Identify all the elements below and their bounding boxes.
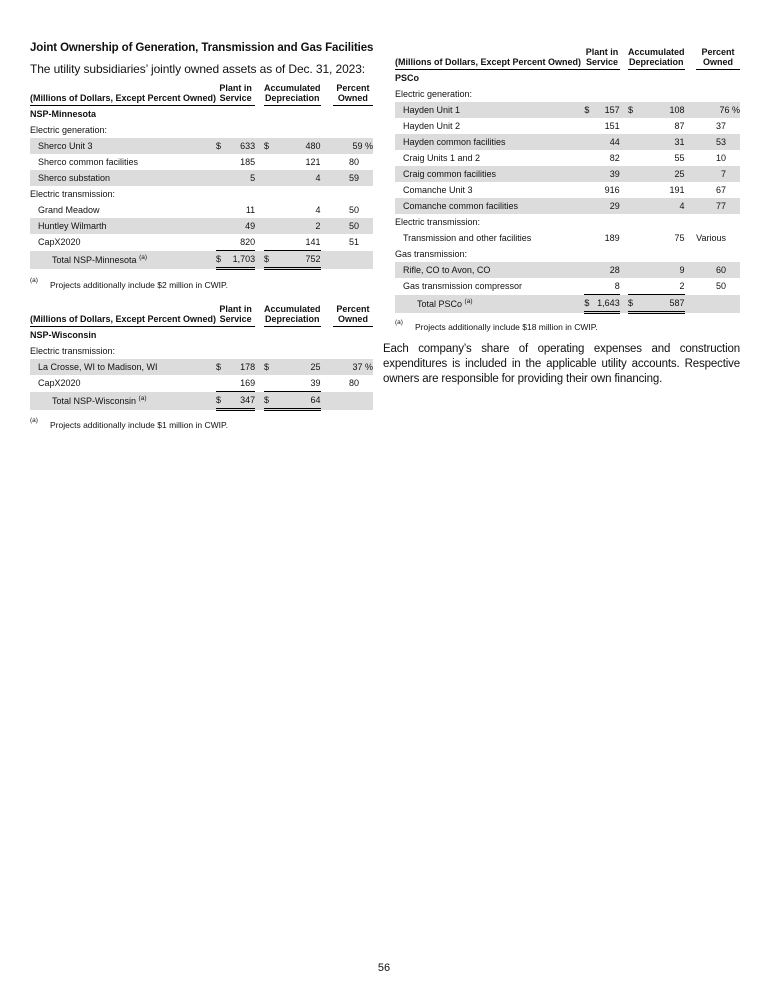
currency-symbol: $ bbox=[264, 138, 277, 154]
footnote-text: Projects additionally include $2 million in CWIP. bbox=[50, 280, 228, 290]
plant-in-service: 29 bbox=[596, 198, 620, 214]
total-plant-in-service: 347 bbox=[230, 392, 256, 410]
percent-owned: 51 bbox=[348, 237, 359, 248]
facility-name: Hayden Unit 2 bbox=[403, 121, 461, 131]
percent-owned: 77 bbox=[696, 198, 740, 214]
accumulated-depreciation: 75 bbox=[674, 233, 685, 243]
percent-owned: 80 bbox=[348, 157, 359, 167]
intro-text: The utility subsidiaries’ jointly owned assets as of Dec. 31, 2023: bbox=[30, 62, 366, 76]
table-row bbox=[30, 375, 373, 392]
facility-name: Sherco common facilities bbox=[38, 157, 139, 167]
facility-name: Sherco substation bbox=[30, 170, 216, 186]
percent-owned: 50 bbox=[333, 218, 373, 234]
table-row bbox=[30, 202, 373, 218]
percent-owned: 7 bbox=[696, 166, 740, 182]
facility-name: Comanche Unit 3 bbox=[403, 185, 473, 195]
table-row bbox=[395, 182, 740, 198]
total-label: Total PSCo $^{(a)}$ bbox=[395, 295, 584, 313]
category-label: Electric transmission: bbox=[395, 217, 481, 227]
category-label: Electric generation: bbox=[30, 125, 108, 135]
facility-name: Transmission and other facilities bbox=[403, 233, 532, 243]
total-plant-in-service: 1,643 bbox=[596, 295, 620, 313]
nsp-wisconsin-table bbox=[30, 305, 373, 411]
plant-in-service: 916 bbox=[604, 185, 620, 195]
percent-owned: 59 % bbox=[333, 138, 373, 154]
percent-owned: 67 bbox=[715, 185, 726, 195]
category-label: Electric generation: bbox=[395, 89, 473, 99]
currency-symbol: $ bbox=[216, 359, 230, 375]
percent-owned: 76 % bbox=[696, 102, 740, 118]
category-row bbox=[30, 186, 373, 202]
page-number: 56 bbox=[377, 962, 391, 974]
percent-owned: 59 bbox=[333, 170, 373, 186]
accumulated-depreciation: 25 bbox=[277, 359, 321, 375]
total-accumulated-depreciation: 752 bbox=[277, 251, 321, 269]
table-row bbox=[30, 359, 373, 375]
accumulated-depreciation: 2 bbox=[277, 218, 321, 234]
accumulated-depreciation: 4 bbox=[277, 170, 321, 186]
category-label: Electric transmission: bbox=[30, 189, 116, 199]
accumulated-depreciation: 480 bbox=[277, 138, 321, 154]
category-label: Gas transmission: bbox=[395, 249, 468, 259]
currency-symbol: $ bbox=[264, 359, 277, 375]
accumulated-depreciation: 4 bbox=[315, 205, 321, 215]
section-title: Joint Ownership of Generation, Transmission and Gas Facilities bbox=[30, 42, 374, 54]
accumulated-depreciation: 4 bbox=[640, 198, 684, 214]
total-row bbox=[30, 392, 373, 410]
plant-in-service: 185 bbox=[240, 157, 256, 167]
depreciation-header: Accumulated Depreciation bbox=[264, 84, 321, 106]
accumulated-depreciation: 108 bbox=[640, 102, 684, 118]
percent-owned: 50 bbox=[348, 205, 359, 215]
table-row bbox=[30, 218, 373, 234]
percent-owned: 37 % bbox=[333, 359, 373, 375]
currency-symbol: $ bbox=[584, 102, 596, 118]
footnote-marker: (a) bbox=[30, 417, 38, 424]
footnote-text: Projects additionally include $18 million in CWIP. bbox=[415, 322, 598, 332]
category-label: Electric transmission: bbox=[30, 346, 116, 356]
plant-in-service: 633 bbox=[229, 138, 255, 154]
table-row bbox=[395, 134, 740, 150]
plant-in-service: 8 bbox=[614, 281, 620, 291]
facility-name: CapX2020 bbox=[38, 237, 81, 248]
percent-header: Percent Owned bbox=[333, 305, 373, 327]
percent-owned: Various bbox=[696, 233, 726, 243]
company-row bbox=[395, 70, 740, 87]
psco-table bbox=[395, 48, 740, 314]
accumulated-depreciation: 31 bbox=[640, 134, 684, 150]
company-name: NSP-Wisconsin bbox=[30, 330, 97, 340]
depreciation-header: Accumulated Depreciation bbox=[628, 48, 685, 70]
table-row bbox=[395, 118, 740, 134]
table-row bbox=[395, 262, 740, 278]
plant-in-service: 39 bbox=[596, 166, 620, 182]
percent-owned: 80 bbox=[348, 378, 359, 389]
plant-in-service: 44 bbox=[596, 134, 620, 150]
accumulated-depreciation: 55 bbox=[674, 153, 685, 163]
accumulated-depreciation: 25 bbox=[640, 166, 684, 182]
total-row bbox=[30, 251, 373, 269]
plant-in-service: 82 bbox=[609, 153, 620, 163]
percent-owned: 10 bbox=[715, 153, 726, 163]
total-label: Total NSP-Minnesota $^{(a)}$ bbox=[30, 251, 216, 269]
facility-name: La Crosse, WI to Madison, WI bbox=[30, 359, 216, 375]
accumulated-depreciation: 141 bbox=[305, 237, 321, 247]
plant-in-service: 169 bbox=[240, 378, 256, 388]
footnote-text: Projects additionally include $1 million in CWIP. bbox=[50, 420, 228, 430]
plant-in-service: 28 bbox=[596, 262, 620, 278]
accumulated-depreciation: 39 bbox=[310, 378, 321, 388]
facility-name: Hayden common facilities bbox=[395, 134, 584, 150]
nsp-minnesota-table bbox=[30, 84, 373, 270]
category-row bbox=[395, 246, 740, 262]
facility-name: Sherco Unit 3 bbox=[30, 138, 216, 154]
currency-symbol: $ bbox=[628, 102, 640, 118]
accumulated-depreciation: 121 bbox=[305, 157, 321, 167]
plant-in-service: 49 bbox=[229, 218, 255, 234]
table-row bbox=[30, 170, 373, 186]
percent-owned: 60 bbox=[696, 262, 740, 278]
percent-header: Percent Owned bbox=[696, 48, 740, 70]
depreciation-header: Accumulated Depreciation bbox=[264, 305, 321, 327]
total-accumulated-depreciation: 587 bbox=[640, 295, 684, 313]
facility-name: Grand Meadow bbox=[38, 205, 100, 215]
total-accumulated-depreciation: 64 bbox=[277, 392, 321, 410]
footnote-marker: (a) bbox=[30, 277, 38, 284]
ownership-paragraph: Each company’s share of operating expenses and construction expenditures is included in the applicable utility accounts. Respective owners are responsible for providing their own financing. bbox=[383, 343, 740, 385]
currency-symbol: $ bbox=[216, 392, 230, 410]
table-row bbox=[30, 154, 373, 170]
company-row bbox=[30, 106, 373, 123]
footnote-marker: (a) bbox=[395, 319, 403, 326]
currency-symbol: $ bbox=[216, 138, 229, 154]
plant-in-service: 157 bbox=[596, 102, 620, 118]
company-name: PSCo bbox=[395, 73, 420, 83]
percent-owned: 53 bbox=[696, 134, 740, 150]
plant-in-service: 820 bbox=[240, 237, 256, 247]
total-row bbox=[395, 295, 740, 313]
percent-header: Percent Owned bbox=[333, 84, 373, 106]
category-row bbox=[30, 343, 373, 359]
plant-in-service: 5 bbox=[229, 170, 255, 186]
currency-symbol: $ bbox=[264, 392, 277, 410]
accumulated-depreciation: 9 bbox=[640, 262, 684, 278]
percent-owned: 37 bbox=[715, 121, 726, 131]
total-plant-in-service: 1,703 bbox=[229, 251, 255, 269]
facility-name: Craig Units 1 and 2 bbox=[403, 153, 481, 163]
facility-name: Gas transmission compressor bbox=[403, 281, 523, 292]
category-row bbox=[30, 122, 373, 138]
plant-in-service: 178 bbox=[230, 359, 256, 375]
units-header: (Millions of Dollars, Except Percent Owned) bbox=[30, 84, 216, 106]
plant-in-service: 11 bbox=[245, 205, 256, 215]
facility-name: CapX2020 bbox=[38, 378, 81, 389]
plant-header: Plant in Service bbox=[584, 48, 619, 70]
currency-symbol: $ bbox=[584, 295, 596, 313]
accumulated-depreciation: 191 bbox=[669, 185, 685, 195]
company-name: NSP-Minnesota bbox=[30, 109, 97, 119]
plant-in-service: 189 bbox=[604, 233, 620, 243]
table-row bbox=[395, 102, 740, 118]
accumulated-depreciation: 2 bbox=[679, 281, 685, 291]
accumulated-depreciation: 87 bbox=[674, 121, 685, 131]
facility-name: Huntley Wilmarth bbox=[30, 218, 216, 234]
table-row bbox=[395, 166, 740, 182]
table-row bbox=[30, 138, 373, 154]
units-header: (Millions of Dollars, Except Percent Owned) bbox=[30, 305, 216, 327]
table-row bbox=[395, 198, 740, 214]
plant-header: Plant in Service bbox=[216, 305, 255, 327]
units-header: (Millions of Dollars, Except Percent Owned) bbox=[395, 48, 584, 70]
table-row bbox=[395, 230, 740, 246]
facility-name: Rifle, CO to Avon, CO bbox=[395, 262, 584, 278]
facility-name: Hayden Unit 1 bbox=[395, 102, 584, 118]
table-row bbox=[30, 234, 373, 251]
company-row bbox=[30, 327, 373, 344]
category-row bbox=[395, 86, 740, 102]
facility-name: Craig common facilities bbox=[395, 166, 584, 182]
table-row bbox=[395, 150, 740, 166]
facility-name: Comanche common facilities bbox=[395, 198, 584, 214]
currency-symbol: $ bbox=[264, 251, 277, 269]
plant-in-service: 151 bbox=[604, 121, 620, 131]
category-row bbox=[395, 214, 740, 230]
currency-symbol: $ bbox=[216, 251, 229, 269]
total-label: Total NSP-Wisconsin $^{(a)}$ bbox=[30, 392, 216, 410]
currency-symbol: $ bbox=[628, 295, 640, 313]
table-row bbox=[395, 278, 740, 295]
plant-header: Plant in Service bbox=[216, 84, 255, 106]
percent-owned: 50 bbox=[715, 281, 726, 292]
